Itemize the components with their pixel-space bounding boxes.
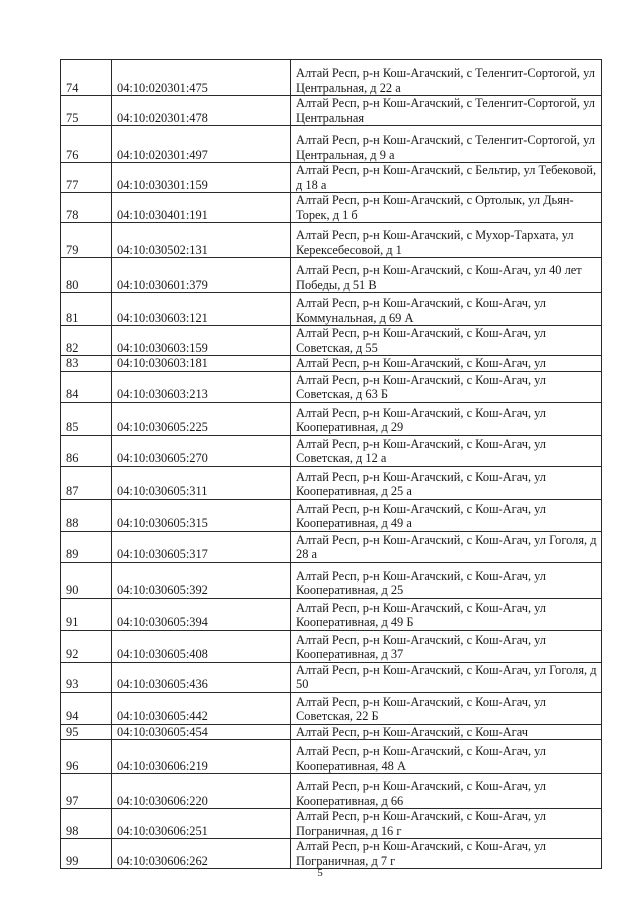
row-number: 86	[61, 435, 112, 466]
address-text: Алтай Респ, р-н Кош-Агачский, с Кош-Агач, ул Советская, д 12 а	[296, 436, 546, 465]
cadastral-number: 04:10:030603:159	[112, 326, 291, 356]
address-text: Алтай Респ, р-н Кош-Агачский, с Теленгит-Сортогой, ул Центральная, д 9 а	[296, 133, 595, 162]
address-cell	[291, 326, 602, 356]
table-row	[61, 598, 602, 630]
row-number: 89	[61, 531, 112, 562]
cadastral-number: 04:10:030605:317	[112, 531, 291, 562]
row-number: 76	[61, 126, 112, 163]
row-number: 79	[61, 223, 112, 258]
cadastral-number: 04:10:030605:392	[112, 562, 291, 598]
row-number: 94	[61, 692, 112, 724]
row-number: 78	[61, 193, 112, 223]
cadastral-number: 04:10:030605:394	[112, 598, 291, 630]
address-text: Алтай Респ, р-н Кош-Агачский, с Ортолык, ул Дьян-Торек, д 1 б	[296, 193, 574, 222]
row-number: 93	[61, 662, 112, 692]
cadastral-number: 04:10:030605:408	[112, 630, 291, 662]
table-row	[61, 662, 602, 692]
address-cell	[291, 356, 602, 372]
cadastral-number: 04:10:020301:478	[112, 96, 291, 126]
table-row	[61, 562, 602, 598]
cadastral-number: 04:10:030603:213	[112, 371, 291, 402]
cadastral-number: 04:10:030603:121	[112, 293, 291, 326]
address-cell	[291, 662, 602, 692]
cadastral-number: 04:10:030601:379	[112, 258, 291, 293]
cadastral-number: 04:10:030401:191	[112, 193, 291, 223]
address-text: Алтай Респ, р-н Кош-Агачский, с Кош-Агач	[296, 724, 528, 739]
address-cell	[291, 692, 602, 724]
cadastral-number: 04:10:030605:315	[112, 499, 291, 531]
address-text: Алтай Респ, р-н Кош-Агачский, с Теленгит-Сортогой, ул Центральная	[296, 96, 595, 125]
row-number: 92	[61, 630, 112, 662]
table-row	[61, 326, 602, 356]
cadastral-number: 04:10:030605:454	[112, 724, 291, 740]
address-text: Алтай Респ, р-н Кош-Агачский, с Кош-Агач, ул Коммунальная, д 69 А	[296, 296, 546, 325]
address-text: Алтай Респ, р-н Кош-Агачский, с Кош-Агач, ул Гоголя, д 50	[296, 662, 597, 691]
table-row	[61, 630, 602, 662]
row-number: 77	[61, 163, 112, 193]
address-cell	[291, 531, 602, 562]
table-row	[61, 126, 602, 163]
address-text: Алтай Респ, р-н Кош-Агачский, с Кош-Агач, ул Кооперативная, д 25	[296, 568, 546, 597]
address-cell	[291, 371, 602, 402]
address-text: Алтай Респ, р-н Кош-Агачский, с Кош-Агач, ул 40 лет Победы, д 51 В	[296, 263, 582, 292]
table-row	[61, 499, 602, 531]
row-number: 80	[61, 258, 112, 293]
cadastral-number: 04:10:030606:219	[112, 740, 291, 774]
row-number: 91	[61, 598, 112, 630]
row-number: 95	[61, 724, 112, 740]
property-table-body	[61, 60, 602, 869]
address-cell	[291, 839, 602, 869]
cadastral-number: 04:10:030605:270	[112, 435, 291, 466]
address-cell	[291, 466, 602, 499]
cadastral-number: 04:10:020301:497	[112, 126, 291, 163]
address-cell	[291, 809, 602, 839]
row-number: 75	[61, 96, 112, 126]
table-row	[61, 258, 602, 293]
address-cell	[291, 598, 602, 630]
row-number: 84	[61, 371, 112, 402]
address-text: Алтай Респ, р-н Кош-Агачский, с Мухор-Тархата, ул Керексебесовой, д 1	[296, 228, 574, 257]
address-text: Алтай Респ, р-н Кош-Агачский, с Кош-Агач, ул Кооперативная, д 66	[296, 779, 546, 808]
address-cell	[291, 435, 602, 466]
row-number: 87	[61, 466, 112, 499]
row-number: 83	[61, 356, 112, 372]
table-row	[61, 223, 602, 258]
table-row	[61, 356, 602, 372]
table-row	[61, 531, 602, 562]
cadastral-number: 04:10:030502:131	[112, 223, 291, 258]
table-row	[61, 435, 602, 466]
address-cell	[291, 562, 602, 598]
table-row	[61, 402, 602, 435]
row-number: 98	[61, 809, 112, 839]
address-text: Алтай Респ, р-н Кош-Агачский, с Кош-Агач, ул Кооперативная, д 29	[296, 405, 546, 434]
property-table	[60, 59, 602, 869]
table-row	[61, 293, 602, 326]
address-cell	[291, 163, 602, 193]
table-row	[61, 466, 602, 499]
address-text: Алтай Респ, р-н Кош-Агачский, с Кош-Агач, ул Пограничная, д 16 г	[296, 809, 546, 838]
address-cell	[291, 193, 602, 223]
address-text: Алтай Респ, р-н Кош-Агачский, с Кош-Агач, ул	[296, 356, 546, 370]
cadastral-number: 04:10:030606:262	[112, 839, 291, 869]
cadastral-number: 04:10:020301:475	[112, 60, 291, 96]
address-text: Алтай Респ, р-н Кош-Агачский, с Кош-Агач, ул Кооперативная, 48 А	[296, 744, 546, 773]
address-text: Алтай Респ, р-н Кош-Агачский, с Бельтир, ул Тебековой, д 18 а	[296, 163, 597, 192]
row-number: 88	[61, 499, 112, 531]
address-text: Алтай Респ, р-н Кош-Агачский, с Кош-Агач, ул Кооперативная, д 49 Б	[296, 600, 546, 629]
address-text: Алтай Респ, р-н Кош-Агачский, с Кош-Агач, ул Кооперативная, д 25 а	[296, 469, 546, 498]
table-row	[61, 839, 602, 869]
row-number: 99	[61, 839, 112, 869]
cadastral-number: 04:10:030605:442	[112, 692, 291, 724]
address-cell	[291, 223, 602, 258]
address-cell	[291, 740, 602, 774]
table-row	[61, 724, 602, 740]
row-number: 90	[61, 562, 112, 598]
row-number: 96	[61, 740, 112, 774]
table-row	[61, 774, 602, 809]
address-cell	[291, 293, 602, 326]
cadastral-number: 04:10:030605:225	[112, 402, 291, 435]
row-number: 85	[61, 402, 112, 435]
address-cell	[291, 96, 602, 126]
table-row	[61, 740, 602, 774]
table-row	[61, 193, 602, 223]
cadastral-number: 04:10:030605:311	[112, 466, 291, 499]
table-row	[61, 809, 602, 839]
table-row	[61, 371, 602, 402]
table-row	[61, 692, 602, 724]
address-cell	[291, 499, 602, 531]
table-row	[61, 163, 602, 193]
address-text: Алтай Респ, р-н Кош-Агачский, с Кош-Агач, ул Советская, д 63 Б	[296, 372, 546, 401]
address-cell	[291, 630, 602, 662]
row-number: 81	[61, 293, 112, 326]
page-number: 5	[317, 867, 323, 879]
address-text: Алтай Респ, р-н Кош-Агачский, с Кош-Агач, ул Кооперативная, д 49 а	[296, 501, 546, 530]
address-cell	[291, 724, 602, 740]
table-row	[61, 60, 602, 96]
address-text: Алтай Респ, р-н Кош-Агачский, с Кош-Агач, ул Советская, 22 Б	[296, 694, 546, 723]
row-number: 97	[61, 774, 112, 809]
cadastral-number: 04:10:030605:436	[112, 662, 291, 692]
cadastral-number: 04:10:030606:251	[112, 809, 291, 839]
row-number: 74	[61, 60, 112, 96]
address-cell	[291, 60, 602, 96]
table-row	[61, 96, 602, 126]
address-text: Алтай Респ, р-н Кош-Агачский, с Кош-Агач, ул Гоголя, д 28 а	[296, 532, 597, 561]
row-number: 82	[61, 326, 112, 356]
address-cell	[291, 126, 602, 163]
address-text: Алтай Респ, р-н Кош-Агачский, с Кош-Агач, ул Кооперативная, д 37	[296, 632, 546, 661]
address-text: Алтай Респ, р-н Кош-Агачский, с Кош-Агач, ул Пограничная, д 7 г	[296, 839, 546, 868]
address-cell	[291, 258, 602, 293]
address-text: Алтай Респ, р-н Кош-Агачский, с Кош-Агач, ул Советская, д 55	[296, 326, 546, 355]
cadastral-number: 04:10:030301:159	[112, 163, 291, 193]
cadastral-number: 04:10:030603:181	[112, 356, 291, 372]
address-cell	[291, 402, 602, 435]
address-cell	[291, 774, 602, 809]
cadastral-number: 04:10:030606:220	[112, 774, 291, 809]
address-text: Алтай Респ, р-н Кош-Агачский, с Теленгит-Сортогой, ул Центральная, д 22 а	[296, 66, 595, 95]
